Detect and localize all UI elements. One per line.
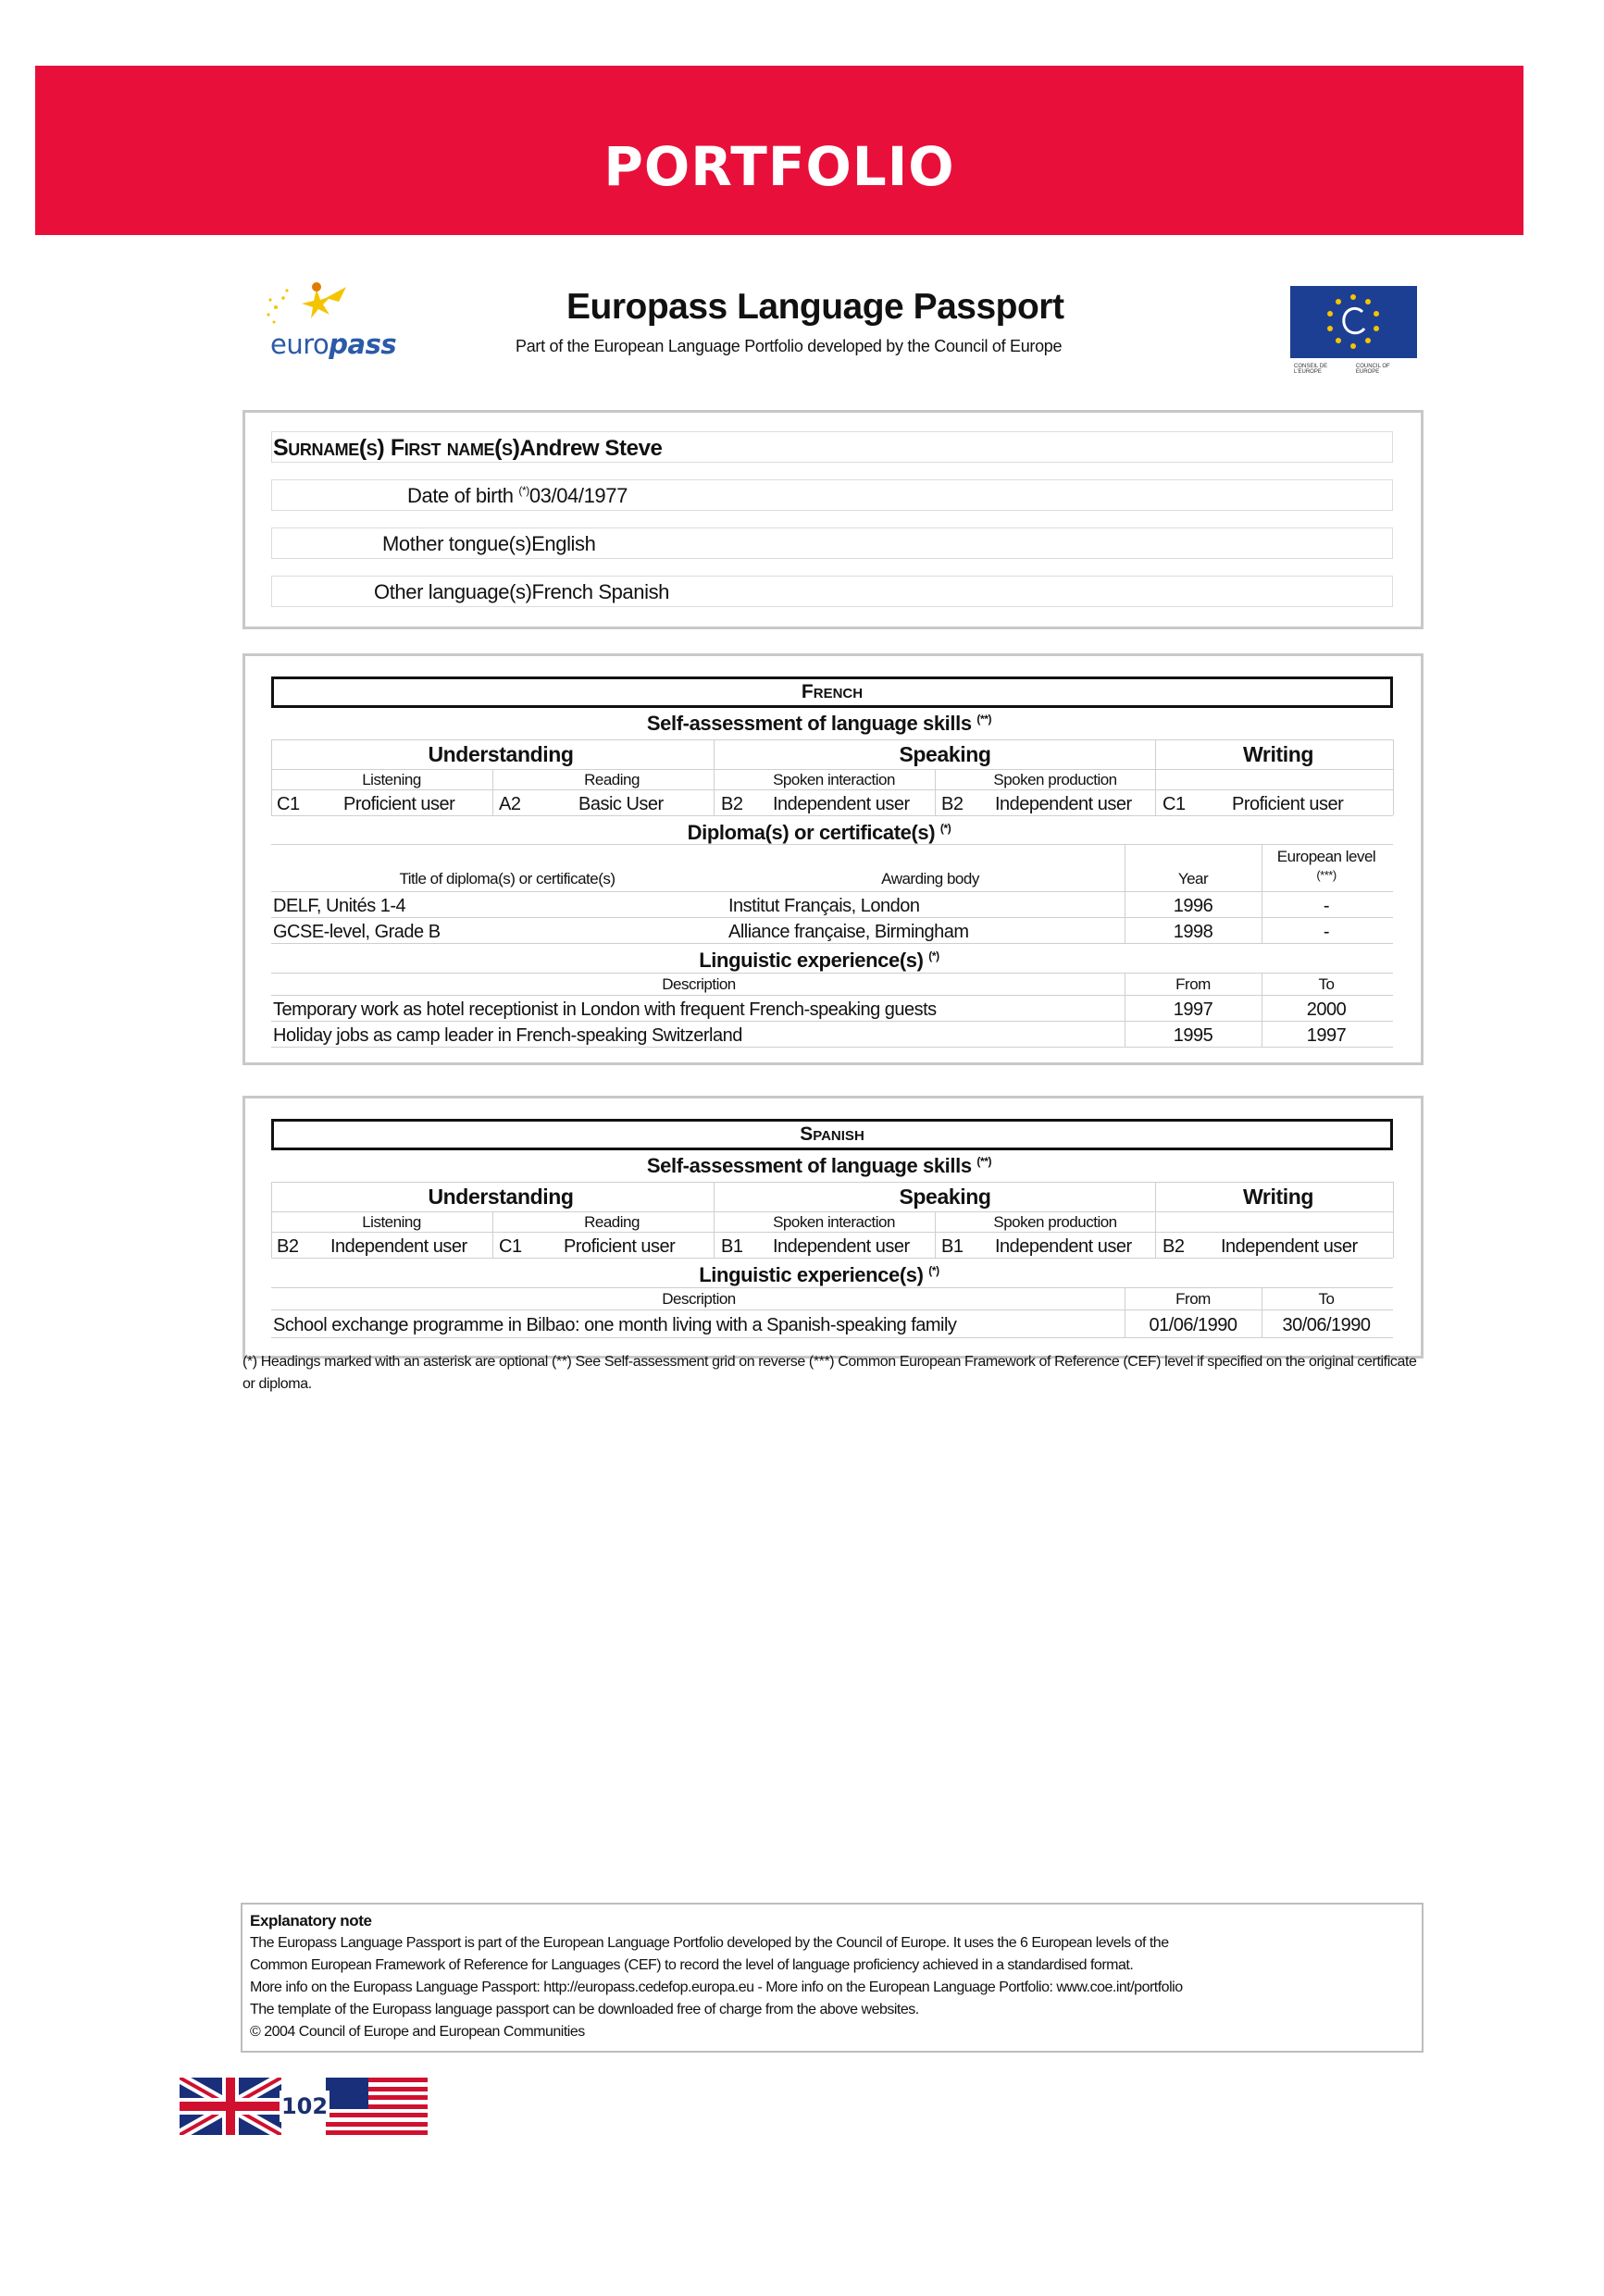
grid-line [492,769,493,815]
diploma-title-cell: DELF, Unités 1-4 [273,896,406,916]
spanish-experience-title: Linguistic experience(s) (*) [699,1263,939,1286]
grid-line [271,739,272,815]
experience-to-cell: 1997 [1306,1025,1347,1046]
europass-star-figure-icon [261,279,381,335]
coe-flag [1290,286,1417,358]
grid-line [271,739,1393,740]
diploma-title: Diploma(s) or certificate(s) (*) [687,821,951,844]
mother-tongue-line [382,532,595,556]
grid-line [271,769,1393,770]
level-code: B2 [941,794,964,814]
spanish-heading: Spanish [271,1119,1393,1150]
level-desc: Proficient user [564,1236,676,1257]
other-languages-value: French Spanish [531,580,670,603]
experience-from-cell: 01/06/1990 [1149,1315,1237,1335]
other-languages-line [374,580,669,604]
level-code: B2 [277,1236,299,1257]
grid-line [271,1309,1393,1310]
grid-line [1393,1182,1394,1258]
col-from: From [1175,975,1211,993]
note-line: The template of the Europass language passport can be downloaded free of charge from the above websites. [250,2002,919,2017]
level-desc: Independent user [773,794,910,814]
spanish-self-assessment-title: Self-assessment of language skills (**) [646,1154,992,1177]
level-desc: Basic User [578,794,664,814]
grid-line [271,1182,1393,1183]
writing-header: Writing [1243,1185,1313,1209]
grid-line [1155,1182,1156,1258]
note-title: Explanatory note [250,1912,372,1930]
level-code: B2 [1163,1236,1185,1257]
level-code: A2 [499,794,521,814]
col-description: Description [662,975,736,993]
writing-header: Writing [1243,742,1313,766]
diploma-body-cell: Institut Français, London [728,896,920,916]
explanatory-note [241,1903,1424,2053]
grid-line [1393,739,1394,815]
level-code: C1 [499,1236,522,1257]
page-number-badge [180,2078,428,2135]
grid-line [714,739,715,815]
experience-to-cell: 30/06/1990 [1282,1315,1371,1335]
portfolio-banner [35,66,1523,235]
level-desc: Independent user [773,1236,910,1257]
note-line: © 2004 Council of Europe and European Communities [250,2024,585,2040]
note-line: More info on the Europass Language Passport: http://europass.cedefop.europa.eu - More info on the European Language Portfolio: www.coe.int/portfolio [250,1980,1183,1995]
diploma-level-cell: - [1323,922,1330,942]
experience-desc-cell: Holiday jobs as camp leader in French-speaking Switzerland [273,1025,742,1046]
experience-desc-cell: School exchange programme in Bilbao: one month living with a Spanish-speaking family [273,1315,957,1335]
grid-line [271,844,1393,845]
french-experience-title: Linguistic experience(s) (*) [699,949,939,972]
col-european-level: European level [1276,848,1376,865]
page-number: 102 [280,2091,330,2122]
reading-header: Reading [584,771,640,788]
identity-panel [242,410,1424,629]
grid-line [271,1287,1393,1288]
speaking-header: Speaking [899,742,991,766]
banner-title: PORTFOLIO [603,135,955,198]
grid-line [271,1211,1393,1212]
footnote: (*) Headings marked with an asterisk are optional (**) See Self-assessment grid on reverse (***) Common European Framework of Reference (CEF) level if specified on the original certificate or diploma. [242,1354,1417,1392]
grid-line [271,1021,1393,1022]
grid-line [492,1211,493,1258]
listening-header: Listening [362,1213,421,1231]
col-title-of-diploma: Title of diploma(s) or certificate(s) [399,870,615,887]
grid-line [271,1047,1393,1048]
council-of-europe-logo [1290,286,1417,382]
experience-desc-cell: Temporary work as hotel receptionist in London with frequent French-speaking guests [273,999,937,1020]
speaking-header: Speaking [899,1185,991,1209]
level-code: B1 [721,1236,743,1257]
note-line: The Europass Language Passport is part of the European Language Portfolio developed by the Council of Europe. It uses the 6 European levels of the [250,1935,1169,1951]
spanish-panel [242,1096,1424,1359]
level-desc: Proficient user [343,794,455,814]
dob-value: 03/04/1977 [528,484,628,507]
col-awarding-body: Awarding body [881,870,979,887]
level-desc: Independent user [995,794,1132,814]
name-line [273,435,662,462]
mother-tongue-value: English [531,532,596,555]
spoken-production-header: Spoken production [993,1213,1117,1231]
understanding-header: Understanding [428,742,574,766]
level-code: C1 [277,794,300,814]
diploma-year-cell: 1996 [1173,896,1213,916]
level-code: B1 [941,1236,964,1257]
grid-line [714,1182,715,1258]
grid-line [271,1182,272,1258]
passport-subtitle: Part of the European Language Portfolio developed by the Council of Europe [516,337,1063,355]
level-desc: Independent user [995,1236,1132,1257]
french-heading: French [271,676,1393,708]
coe-caption: CONSEIL DE L'EUROPE COUNCIL OF EUROPE [1294,364,1390,375]
experience-to-cell: 2000 [1306,999,1347,1020]
col-to: To [1318,975,1335,993]
level-code: B2 [721,794,743,814]
name-label: Surname(s) First name(s) [273,435,520,461]
passport-title: Europass Language Passport [566,287,1064,327]
level-desc: Proficient user [1232,794,1344,814]
experience-from-cell: 1995 [1173,1025,1213,1046]
level-desc: Independent user [330,1236,467,1257]
reading-header: Reading [584,1213,640,1231]
understanding-header: Understanding [428,1185,574,1209]
grid-line [271,943,1393,944]
grid-line [271,917,1393,918]
europass-logo [242,279,409,372]
diploma-title-cell: GCSE-level, Grade B [273,922,441,942]
other-languages-label: Other language(s) [374,580,532,603]
grid-line [271,1258,1393,1259]
grid-line [271,1337,1393,1338]
col-from: From [1175,1290,1211,1308]
grid-line [271,1232,1393,1233]
col-year: Year [1177,870,1209,887]
col-to: To [1318,1290,1335,1308]
diploma-level-cell: - [1323,896,1330,916]
col-description: Description [662,1290,736,1308]
name-value: Andrew Steve [519,436,663,461]
grid-line [271,815,1393,816]
us-flag-icon [326,2078,428,2135]
dob-label: Date of birth [407,484,514,507]
grid-line [271,891,1393,892]
listening-header: Listening [362,771,421,788]
spoken-production-header: Spoken production [993,771,1117,788]
grid-line [271,973,1393,974]
level-code: C1 [1163,794,1186,814]
experience-from-cell: 1997 [1173,999,1213,1020]
spoken-interaction-header: Spoken interaction [773,771,895,788]
grid-line [1155,739,1156,815]
mother-tongue-label: Mother tongue(s) [382,532,532,555]
diploma-year-cell: 1998 [1173,922,1213,942]
spoken-interaction-header: Spoken interaction [773,1213,895,1231]
grid-line [271,789,1393,790]
level-desc: Independent user [1221,1236,1358,1257]
french-self-assessment-title: Self-assessment of language skills (**) [646,712,992,735]
grid-line [935,1211,936,1258]
grid-line [271,995,1393,996]
note-line: Common European Framework of Reference for Languages (CEF) to record the level of language proficiency achieved in a standardised format. [250,1957,1134,1973]
french-panel [242,653,1424,1065]
col-european-level-mark: (***) [1316,868,1337,882]
uk-flag-icon [180,2078,281,2135]
grid-line [935,769,936,815]
dob-line: Date of birth (*)03/04/1977 [407,484,628,507]
europass-wordmark: europass [270,329,397,360]
diploma-body-cell: Alliance française, Birmingham [728,922,969,942]
